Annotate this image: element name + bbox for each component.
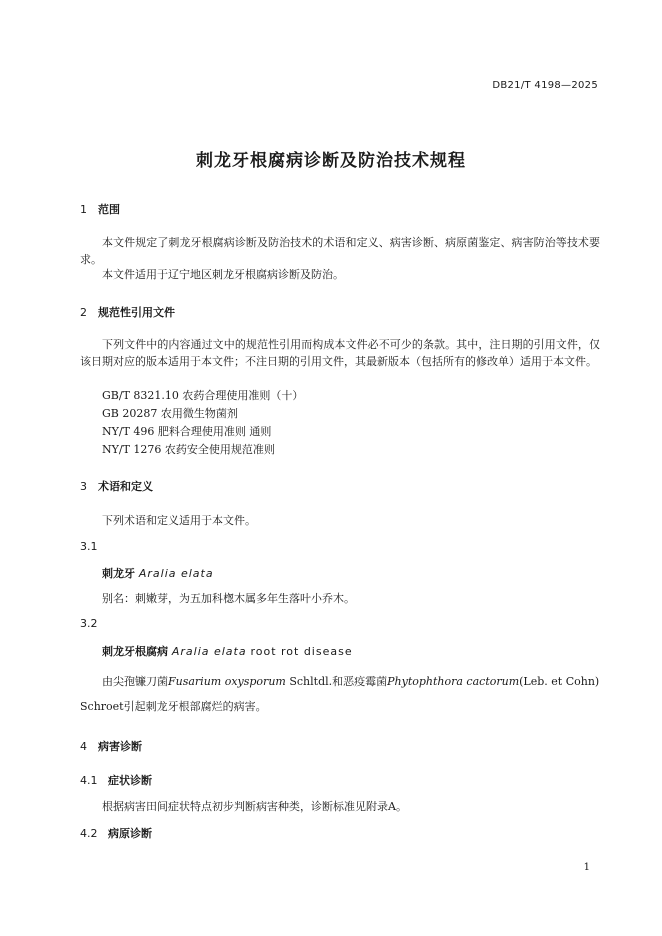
term-3-2-definition-line-1 — [102, 673, 598, 690]
subsection-number: 4.1 — [80, 774, 98, 787]
subsection-number: 4.2 — [80, 827, 98, 840]
term-latin-name: Aralia elata — [171, 645, 247, 658]
species-name: Fusarium oxysporum — [168, 675, 286, 688]
section-1-paragraph-1: 本文件规定了刺龙牙根腐病诊断及防治技术的术语和定义、病害诊断、病原菌鉴定、病害防治等技术要求。 — [80, 236, 600, 266]
section-1-heading — [80, 201, 120, 217]
term-latin-name: Aralia elata — [138, 567, 214, 580]
section-2-paragraph: 下列文件中的内容通过文中的规范性引用而构成本文件必不可少的条款。其中，注日期的引用文件，仅该日期对应的版本适用于本文件；不注日期的引用文件，其最新版本（包括所有的修改单）适用于本文件。 — [80, 338, 600, 368]
subsection-title: 症状诊断 — [108, 774, 152, 787]
authority-text: (Leb. et Cohn) — [519, 675, 600, 688]
section-1-paragraph-2: 本文件适用于辽宁地区刺龙牙根腐病诊断及防治。 — [102, 268, 344, 281]
species-name: Phytophthora cactorum — [387, 675, 520, 688]
term-3-2-number: 3.2 — [80, 617, 98, 630]
section-number: 2 — [80, 306, 87, 319]
reference-item: NY/T 496 肥料合理使用准则 通则 — [102, 425, 272, 438]
standard-number: DB21/T 4198—2025 — [492, 80, 598, 91]
subsection-4-1-paragraph: 根据病害田间症状特点初步判断病害种类，诊断标准见附录A。 — [102, 800, 407, 813]
subsection-title: 病原诊断 — [108, 827, 152, 840]
term-english-name: root rot disease — [250, 645, 353, 658]
term-name: 刺龙牙 — [102, 567, 135, 580]
term-3-2-heading — [102, 643, 353, 659]
reference-item: NY/T 1276 农药安全使用规范准则 — [102, 443, 275, 456]
section-number: 3 — [80, 480, 87, 493]
section-2-heading — [80, 304, 175, 320]
section-3-paragraph: 下列术语和定义适用于本文件。 — [102, 514, 256, 527]
section-title: 规范性引用文件 — [98, 306, 175, 319]
term-3-1-number: 3.1 — [80, 540, 98, 553]
term-name: 刺龙牙根腐病 — [102, 645, 168, 658]
subsection-4-2-heading — [80, 825, 152, 841]
section-3-heading — [80, 478, 153, 494]
reference-item: GB/T 8321.10 农药合理使用准则（十） — [102, 389, 304, 402]
section-title: 术语和定义 — [98, 480, 153, 493]
term-3-2-definition-line-2: Schroet引起刺龙牙根部腐烂的病害。 — [80, 700, 267, 713]
term-3-1-heading — [102, 565, 214, 581]
section-title: 病害诊断 — [98, 740, 142, 753]
section-number: 4 — [80, 740, 87, 753]
definition-text: 由尖孢镰刀菌Fusarium oxysporum Schltdl.和恶疫霉菌Phytophthora cactorum — [102, 675, 520, 688]
document-title: 刺龙牙根腐病诊断及防治技术规程 — [196, 151, 466, 171]
page-number: 1 — [583, 862, 590, 873]
reference-item: GB 20287 农用微生物菌剂 — [102, 407, 238, 420]
section-number: 1 — [80, 203, 87, 216]
section-title: 范围 — [98, 203, 120, 216]
subsection-4-1-heading — [80, 772, 152, 788]
term-3-1-definition: 别名：刺嫩芽，为五加科楤木属多年生落叶小乔木。 — [102, 592, 355, 605]
section-4-heading — [80, 738, 142, 754]
